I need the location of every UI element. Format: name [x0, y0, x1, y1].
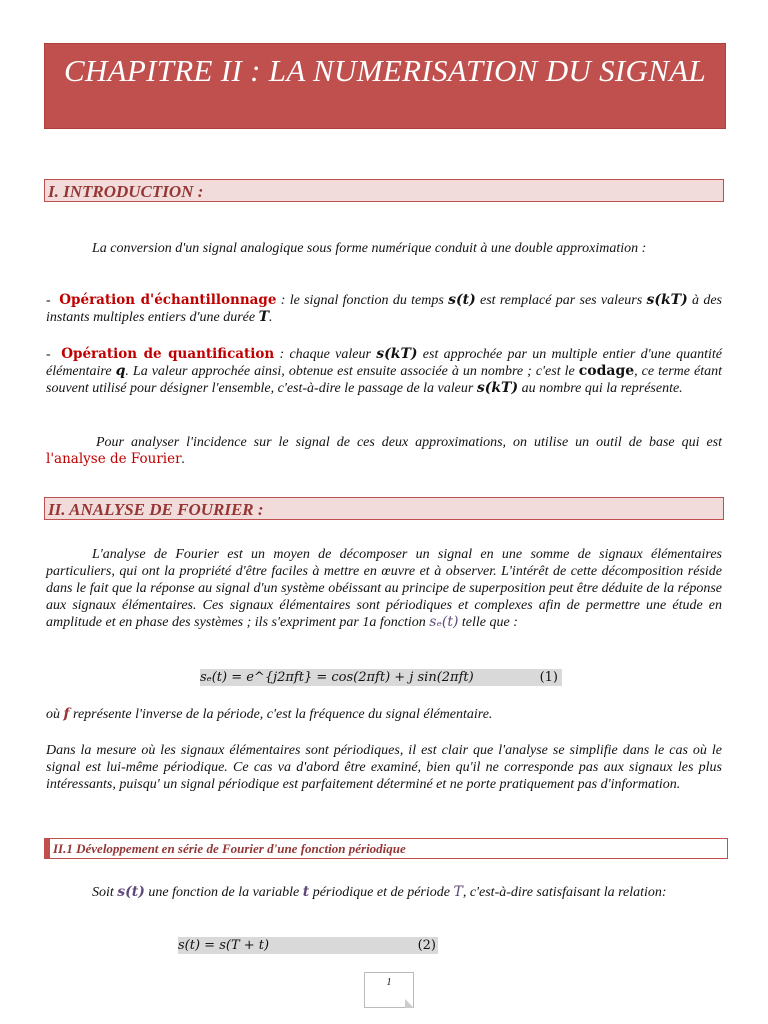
intro-operation-sampling: - Opération d'échantillonnage : le signal fonction du temps s(t) est remplacé par ses valeurs s(kT) à des instants multiples entiers d'une durée T.: [46, 292, 722, 325]
equation-1: sₑ(t) = e^{j2πft} = cos(2πft) + j sin(2πft) (1): [200, 669, 562, 686]
chapter-title: CHAPITRE II : LA NUMERISATION DU SIGNAL: [64, 53, 706, 88]
term-quantification: Opération de quantification: [61, 346, 275, 362]
chapter-title-banner: [44, 43, 726, 129]
fourier-paragraph-2: où f représente l'inverse de la période, c'est la fréquence du signal élémentaire.: [46, 706, 493, 722]
equation-1-number: (1): [539, 670, 558, 685]
fourier-paragraph-1: L'analyse de Fourier est un moyen de décomposer un signal en une somme de signaux élémentaires particuliers, qui ont la propriété d'être faciles à mettre en œuvre et à observer. L'intérêt de cette décomposition réside dans le fait que la réponse au signal d'un système obéissant au principe de superposition peut être déduite de la réponse aux signaux élémentaires. Ces signaux élémentaires sont périodiques et complexes afin de permettre une étude en amplitude et en phase des systèmes ; ils s'expriment par 1a fonction sₑ(t) telle que :: [46, 547, 722, 630]
term-analyse-fourier: l'analyse de Fourier: [46, 451, 182, 467]
fourier-paragraph-3: Dans la mesure où les signaux élémentaires sont périodiques, il est clair que l'analyse se simplifie dans le cas où le signal est lui-même périodique. Ce cas va d'abord être examiné, bien qu'il ne corresponde pas aux signaux les plus intéressants, puisqu' un signal périodique est parfaitement déterminé et ne porte pratiquement pas d'information.: [46, 743, 722, 792]
term-codage: codage: [578, 363, 635, 379]
page-number: 1: [386, 977, 392, 988]
subsection-heading-serie-fourier: II.1 Développement en série de Fourier d'une fonction périodique: [44, 838, 728, 859]
section-heading-fourier: II. ANALYSE DE FOURIER :: [44, 497, 724, 520]
intro-paragraph-1: La conversion d'un signal analogique sous forme numérique conduit à une double approximation :: [92, 241, 647, 256]
equation-2-number: (2): [417, 938, 436, 953]
subsection-paragraph-1: Soit s(t) une fonction de la variable t périodique et de période T, c'est-à-dire satisfaisant la relation:: [92, 884, 667, 900]
page-number-box: [364, 972, 414, 1008]
section-heading-introduction: I. INTRODUCTION :: [44, 179, 724, 202]
intro-paragraph-fourier: Pour analyser l'incidence sur le signal de ces deux approximations, on utilise un outil de base qui est l'analyse de Fourier.: [46, 435, 722, 467]
se-function: sₑ(t): [429, 614, 459, 630]
equation-2: s(t) = s(T + t) (2): [178, 938, 436, 953]
term-echantillonnage: Opération d'échantillonnage: [59, 292, 277, 308]
intro-operation-quantification: - Opération de quantification : chaque valeur s(kT) est approchée par un multiple entier d'une quantité élémentaire q. La valeur approchée ainsi, obtenue est ensuite associée à un nombre ; c'est le codage, ce terme étant souvent utilisé pour désigner l'ensemble, c'est-à-dire le passage de la valeur s(kT) au nombre qui la représente.: [46, 346, 722, 396]
